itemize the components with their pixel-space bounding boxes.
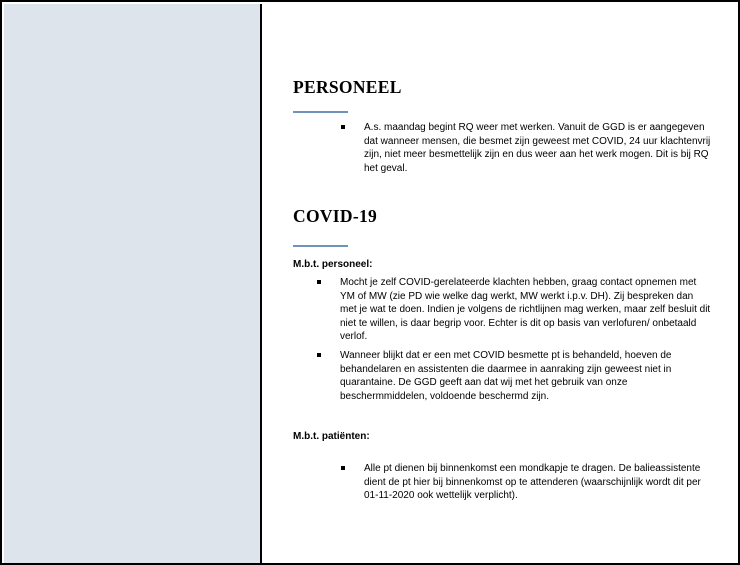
personeel-rule [293, 111, 348, 113]
list-item [341, 121, 711, 179]
list-item [317, 349, 712, 407]
covid-heading: COVID-19 [293, 206, 378, 226]
list-item [341, 462, 711, 507]
list-item-text: A.s. maandag begint RQ weer met werken. Vanuit de GGD is er aangegeven dat wanneer mensen, die besmet zijn geweest met COVID, 24 uur klachtenvrij zijn, niet meer besmettelijk zijn en dus weer aan het werk mogen. Dit is bij RQ het geval. [364, 122, 711, 174]
personeel-subheading: M.b.t. personeel: [293, 259, 373, 270]
list-item-text: Alle pt dienen bij binnenkomst een mondkapje te dragen. De balieassistente dient de pt hier bij binnenkomst op te attenderen (waarschijnlijk wordt dit per 01-11-2020 ook wettelijk verplicht). [364, 463, 701, 501]
bullet-icon [317, 280, 321, 284]
bullet-icon [341, 125, 345, 129]
content-area [262, 4, 736, 561]
bullet-icon [341, 466, 345, 470]
list-item-text: Wanneer blijkt dat er een met COVID besmette pt is behandeld, hoeven de behandelaren en assistenten die daarmee in aanraking zijn geweest niet in quarantaine. De GGD geeft aan dat wij met het gebruik van onze beschermmiddelen, voldoende beschermd zijn. [340, 350, 672, 402]
covid-rule [293, 245, 348, 247]
personeel-heading: PERSONEEL [293, 77, 402, 97]
list-item [317, 276, 712, 346]
sidebar-panel [4, 4, 262, 563]
bullet-icon [317, 353, 321, 357]
patienten-subheading: M.b.t. patiënten: [293, 431, 370, 442]
list-item-text: Mocht je zelf COVID-gerelateerde klachten hebben, graag contact opnemen met YM of MW (zie PD wie welke dag werkt, MW werkt i.p.v. DH). Zij bespreken dan met je wat te doen. Indien je volgens de richtlijnen mag werken, maar zelf besluit dit niet te willen, is daar begrip voor. Echter is dit op basis van verlofuren/ onbetaald verlof. [340, 277, 711, 342]
